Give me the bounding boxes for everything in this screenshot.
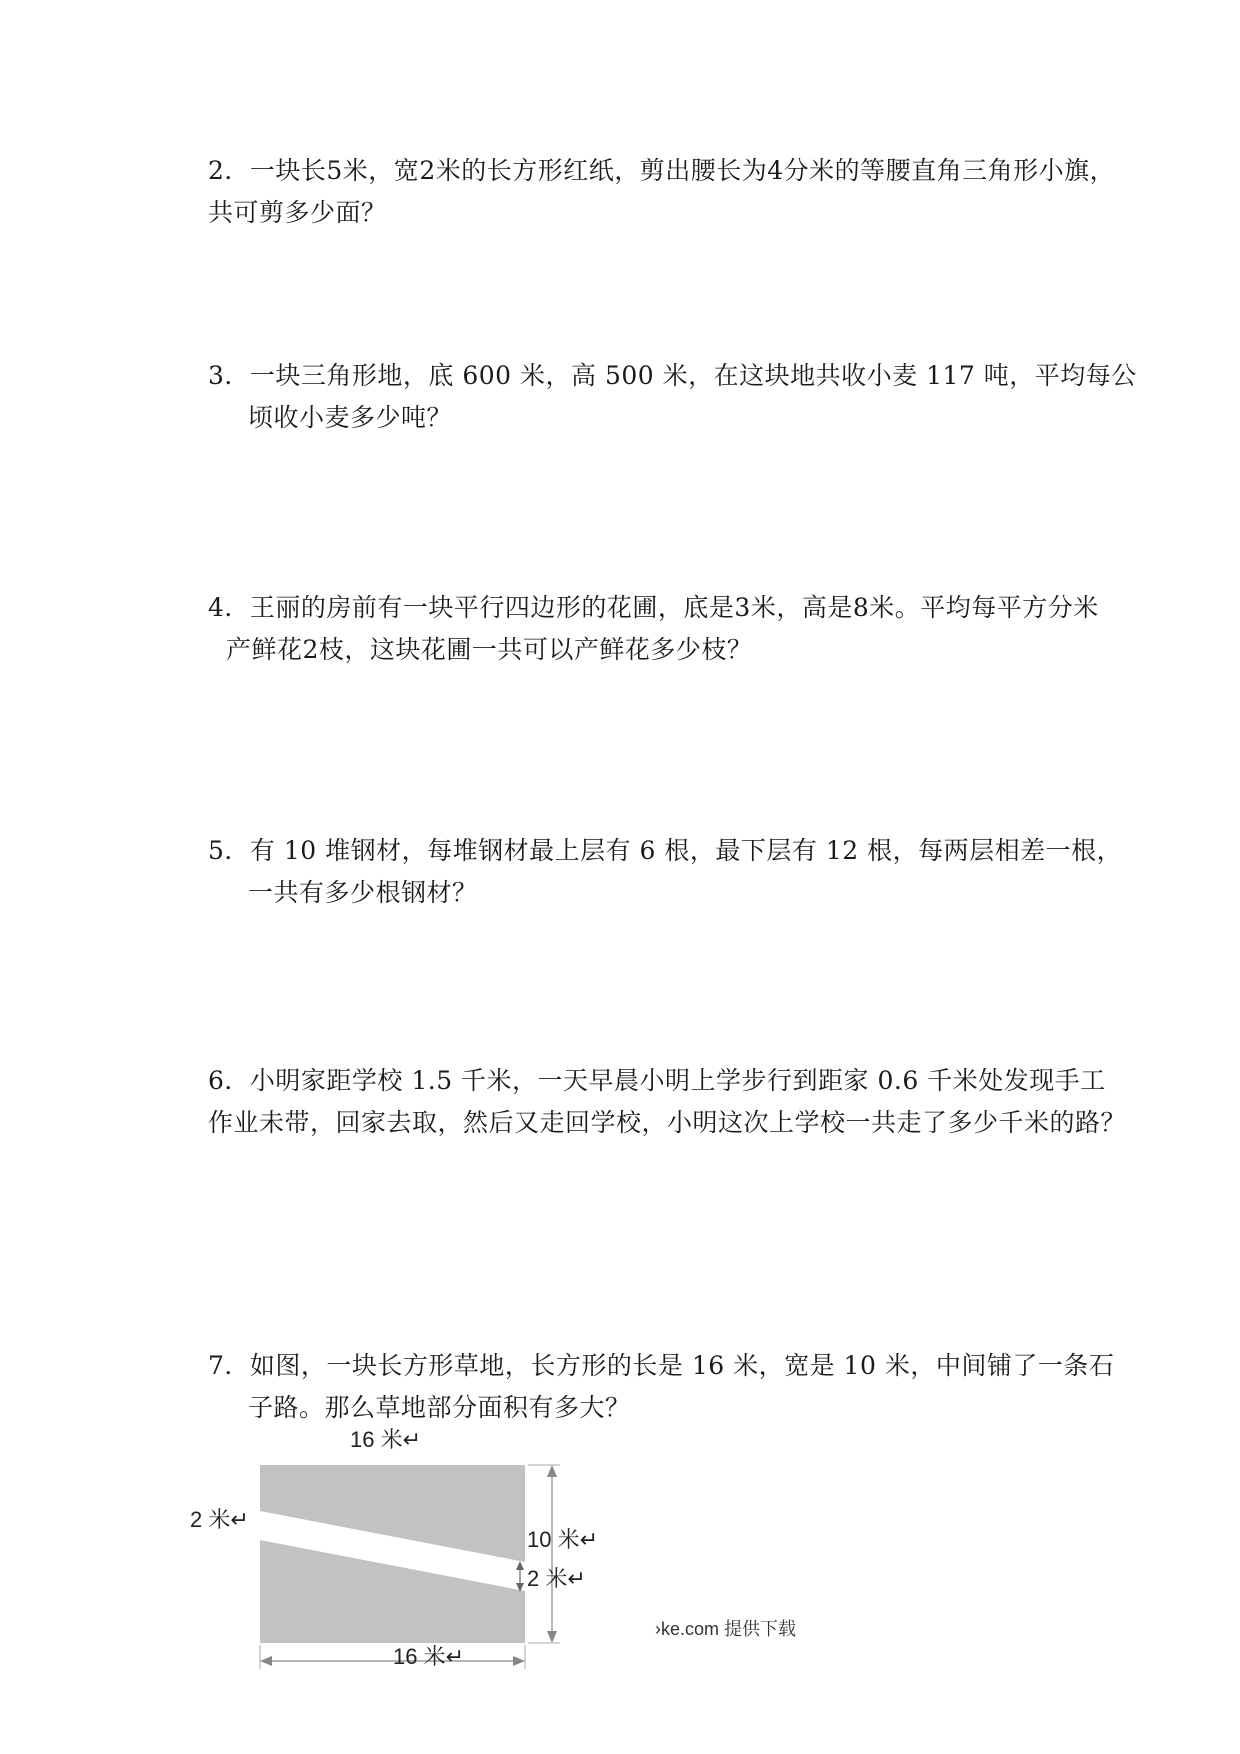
question-4 — [208, 587, 1099, 671]
question-5 — [208, 830, 1122, 914]
question-2 — [208, 150, 1115, 234]
bottom-length-label: 16 米↵ — [393, 1644, 465, 1669]
question-4-line-1: 4．王丽的房前有一块平行四边形的花圃，底是3米，高是8米。平均每平方分米 — [208, 593, 1099, 622]
left-path-width-label: 2 米↵ — [190, 1507, 249, 1532]
question-6 — [208, 1060, 1126, 1144]
right-path-width-label: 2 米↵ — [527, 1566, 586, 1591]
top-length-label: 16 米↵ — [350, 1427, 422, 1452]
question-4-line-2: 产鲜花2枝，这块花圃一共可以产鲜花多少枝？ — [226, 635, 753, 664]
height-arrow-top — [547, 1465, 557, 1477]
height-arrow-bottom — [547, 1631, 557, 1643]
length-arrow-left — [260, 1656, 272, 1666]
question-3-line-1: 3．一块三角形地，底 600 米，高 500 米，在这块地共收小麦 117 吨，平均每公 — [208, 361, 1137, 390]
question-3 — [208, 355, 1137, 439]
question-2-line-2: 共可剪多少面？ — [208, 198, 387, 227]
question-3-line-2: 顷收小麦多少吨？ — [248, 403, 453, 432]
question-6-line-2: 作业未带，回家去取，然后又走回学校，小明这次上学校一共走了多少千米的路？ — [208, 1108, 1127, 1137]
length-arrow-right — [513, 1656, 525, 1666]
question-7 — [208, 1345, 1114, 1429]
question-7-line-1: 7．如图，一块长方形草地，长方形的长是 16 米，宽是 10 米，中间铺了一条石 — [208, 1351, 1115, 1380]
watermark-text: ›ke.com 提供下载 — [655, 1619, 797, 1639]
question-5-line-2: 一共有多少根钢材？ — [248, 878, 478, 907]
question-6-line-1: 6．小明家距学校 1.5 千米，一天早晨小明上学步行到距家 0.6 千米处发现手工 — [208, 1066, 1106, 1095]
right-height-label: 10 米↵ — [527, 1527, 599, 1552]
question-7-line-2: 子路。那么草地部分面积有多大？ — [248, 1393, 631, 1422]
question-2-line-1: 2．一块长5米，宽2米的长方形红纸，剪出腰长为4分米的等腰直角三角形小旗， — [208, 156, 1116, 185]
question-5-line-1: 5．有 10 堆钢材，每堆钢材最上层有 6 根，最下层有 12 根，每两层相差一根， — [208, 836, 1123, 865]
